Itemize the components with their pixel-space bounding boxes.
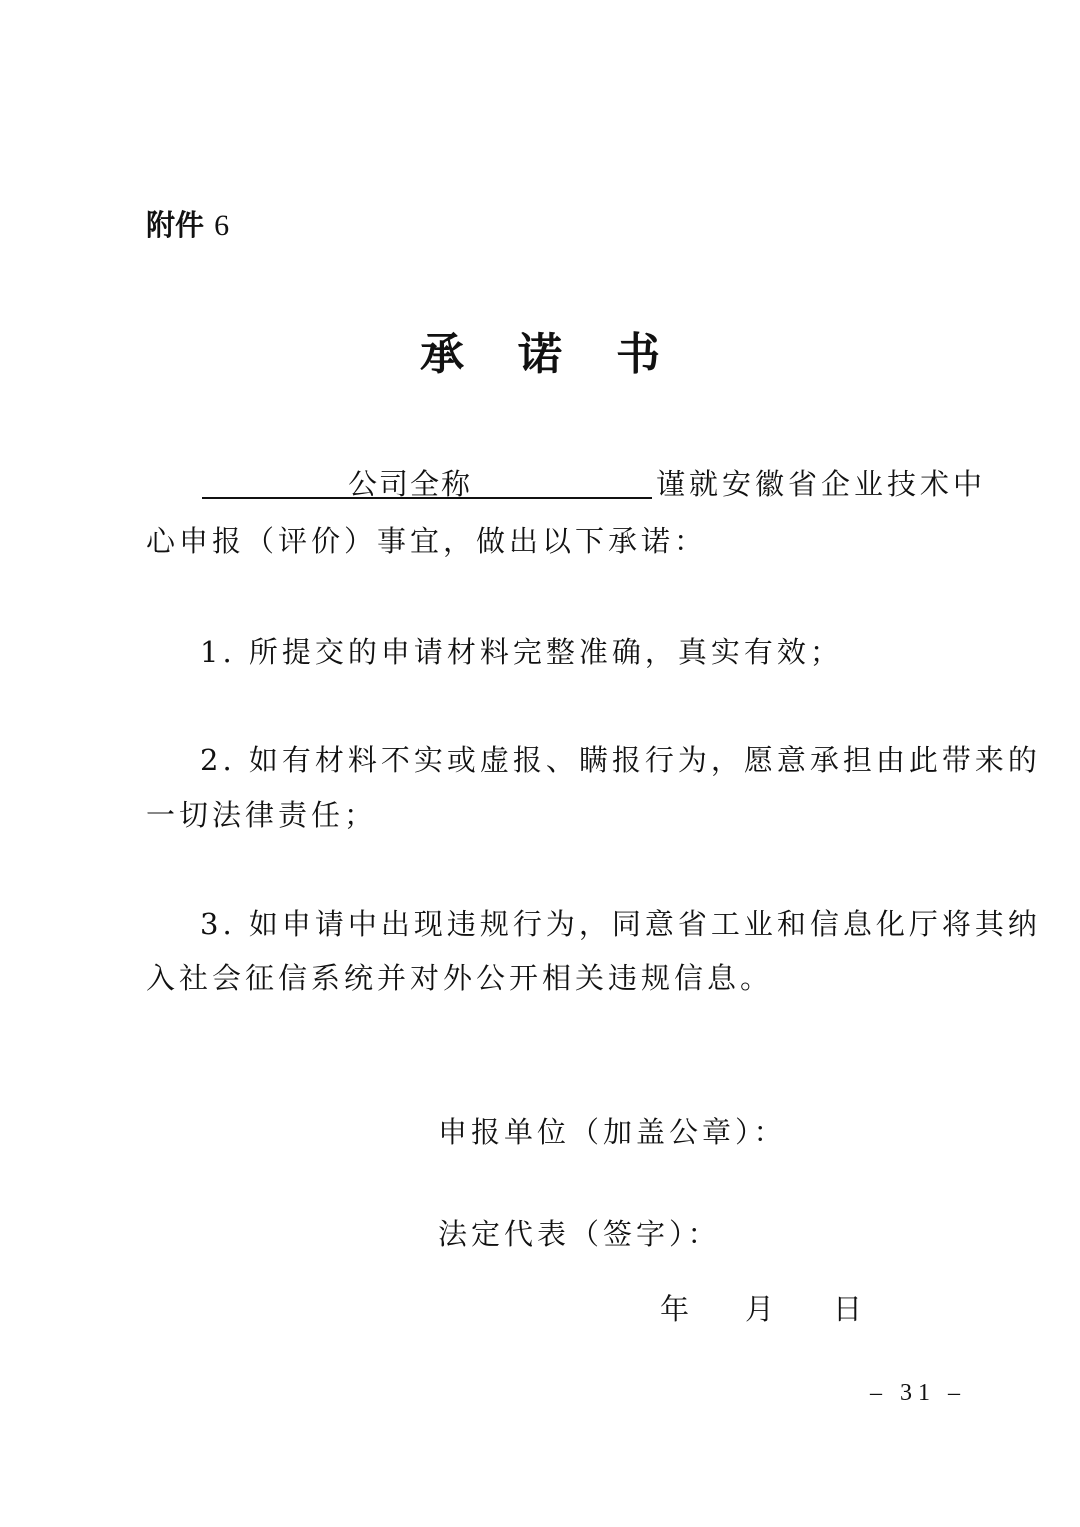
title-char-2: 诺: [518, 329, 562, 380]
commitment-item-2-line-1: 2. 如有材料不实或虚报、瞒报行为，愿意承担由此带来的: [200, 743, 1041, 777]
commitment-item-1: 1. 所提交的申请材料完整准确，真实有效；: [200, 635, 843, 669]
applicant-unit-seal-label: 申报单位（加盖公章）：: [438, 1115, 787, 1149]
attachment-text: 附件: [146, 208, 205, 242]
attachment-label: [146, 203, 229, 244]
intro-line-2: 心申报（评价）事宜，做出以下承诺：: [146, 524, 708, 558]
date-month: 月: [745, 1292, 775, 1326]
company-name-placeholder: 公司全称: [348, 467, 473, 501]
attachment-number: 6: [214, 209, 230, 242]
commitment-item-3-line-1: 3. 如申请中出现违规行为，同意省工业和信息化厅将其纳: [200, 907, 1041, 941]
commitment-item-3-line-2: 入社会征信系统并对外公开相关违规信息。: [146, 961, 774, 995]
intro-line-1: 谨就安徽省企业技术中: [656, 467, 987, 501]
commitment-item-2-line-2: 一切法律责任；: [146, 798, 378, 832]
page-number: – 31 –: [870, 1380, 966, 1406]
legal-representative-signature-label: 法定代表（签字）：: [438, 1217, 721, 1251]
date-year: 年: [660, 1292, 690, 1326]
date-day: 日: [833, 1292, 863, 1326]
page-title: [0, 318, 1080, 382]
title-char-1: 承: [420, 329, 464, 380]
title-char-3: 书: [616, 329, 660, 380]
